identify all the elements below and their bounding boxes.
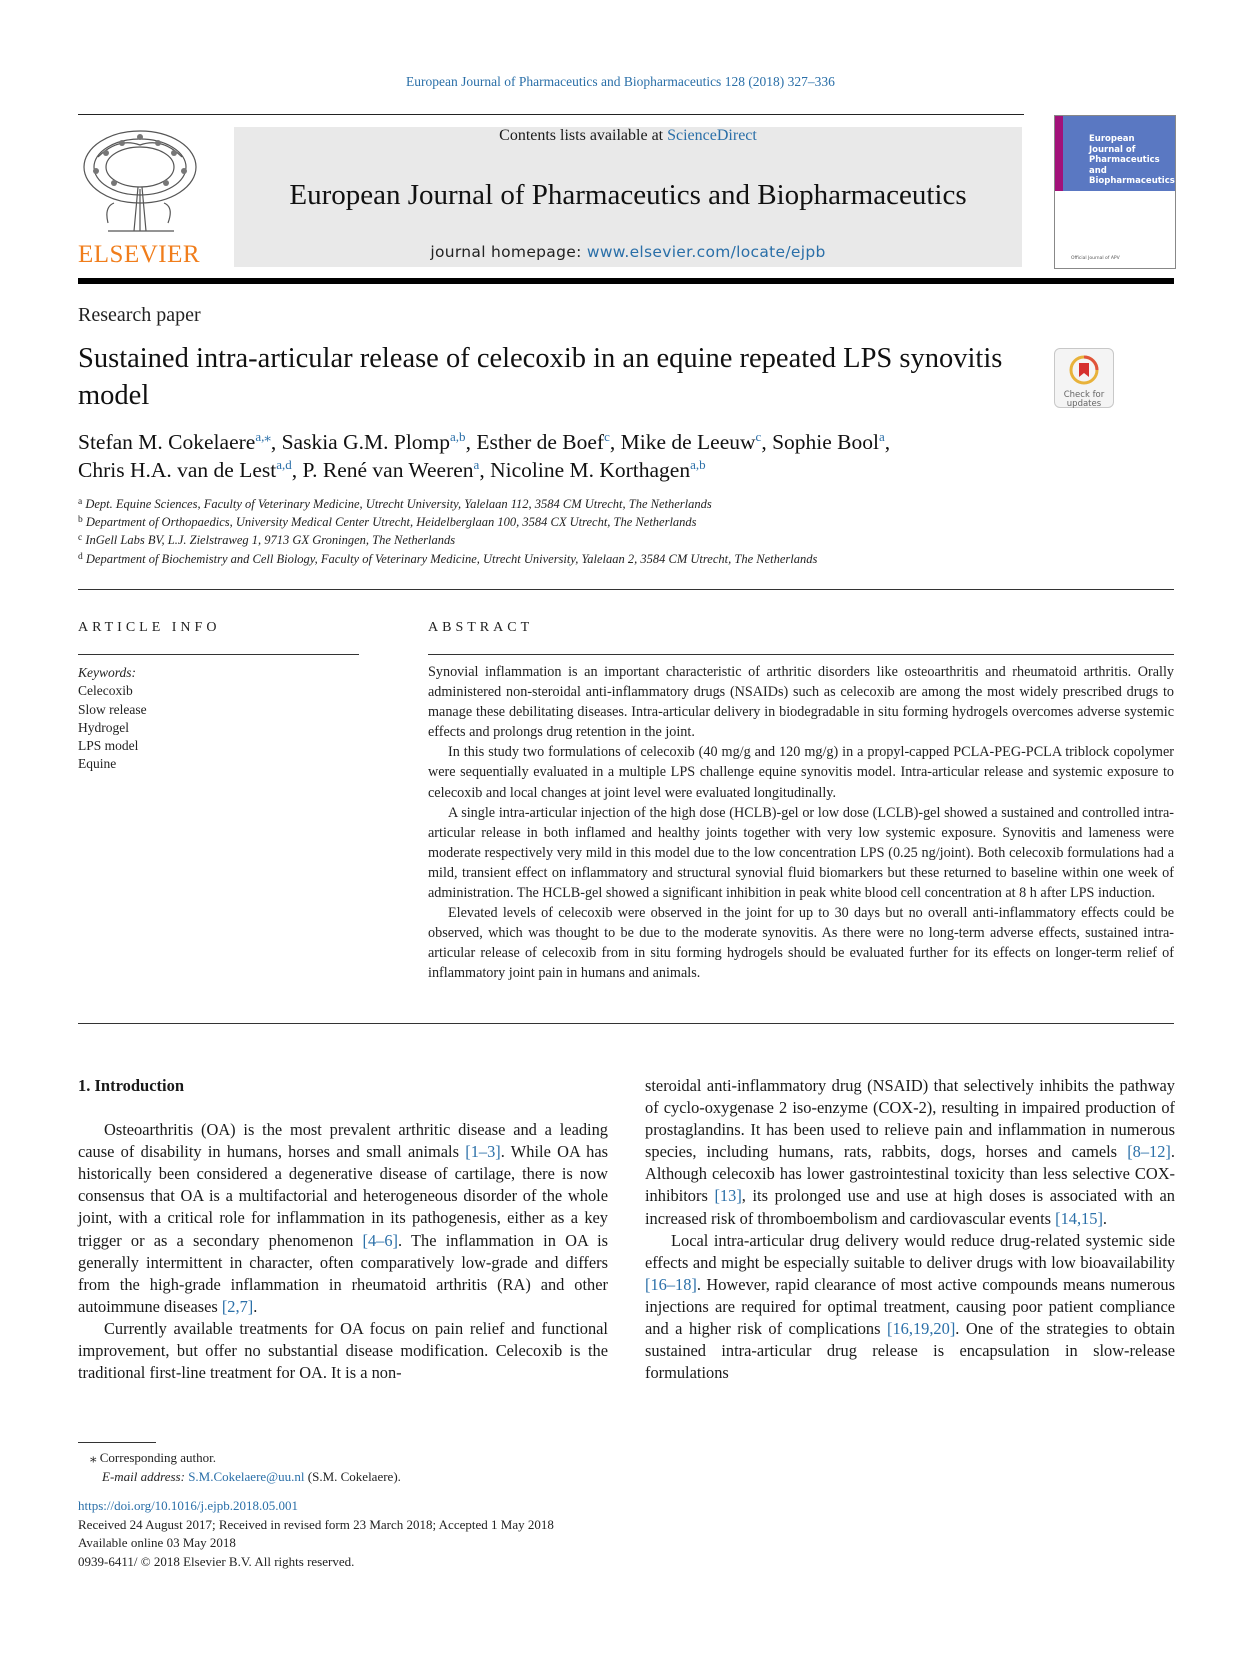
homepage-prefix: journal homepage: (430, 243, 582, 261)
keywords-block (78, 664, 358, 774)
body-text: . (1102, 1208, 1108, 1228)
affiliation-item (78, 531, 1168, 549)
affiliation-item (78, 495, 1168, 513)
contents-line (234, 127, 1022, 145)
body-text: Osteoarthritis (OA) is the most prevalent arthritic disease and a leading cause of disability in humans, horses and small animals (78, 1120, 608, 1162)
journal-reference-link[interactable]: European Journal of Pharmaceutics and Biopharmaceutics 128 (2018) 327–336 (406, 74, 835, 89)
keyword-item: Equine (78, 756, 117, 772)
cover-title (1089, 134, 1175, 187)
citation-link[interactable]: [8–12] (1127, 1142, 1171, 1162)
footnotes (78, 1448, 778, 1486)
article-type: Research paper (78, 304, 201, 326)
author-affiliation-marker[interactable]: a (473, 457, 480, 472)
abstract-paragraph: Elevated levels of celecoxib were observed in the joint for up to 30 days but no overall anti-inflammatory effects could be observed, which was thought to be due to the moderate synovitis. As there were no long-term adverse effects, sustained intra-articular release of celecoxib from in situ forming hydrogels should be evaluated further for its effects on longer-term relief of inflammatory joint pain in humans and animals. (428, 905, 1174, 982)
check-for-updates-button[interactable] (1054, 348, 1114, 408)
affiliation-text: Department of Orthopaedics, University Medical Center Utrecht, Heidelberglaan 100, 3584 CX Utrecht, The Netherlands (85, 515, 697, 530)
contents-prefix: Contents lists available at (499, 127, 664, 144)
abstract-paragraph: A single intra-articular injection of the high dose (HCLB)-gel or low dose (LCLB)-gel showed a sustained and controlled intra-articular release in both inflamed and healthy joints together with very low systemic exposure. Synovitis and lameness were moderate respectively very mild in this model due to the low concentration LPS (0.25 ng/joint). Both celecoxib formulations had a mild, transient effect on inflammatory and structural synovial fluid biomarkers but these returned to baseline within one week of administration. The HCLB-gel showed a significant inhibition in peak white blood cell concentration at 8 h after LPS induction. (428, 804, 1174, 902)
keywords-label: Keywords: (78, 665, 136, 680)
corresponding-text: Corresponding author. (99, 1450, 217, 1465)
author-list (78, 428, 1078, 484)
author-affiliation-marker[interactable]: a,⁎ (255, 429, 271, 444)
author-name[interactable]: Chris H.A. van de Lest (78, 458, 277, 482)
doi-link[interactable]: https://doi.org/10.1016/j.ejpb.2018.05.001 (78, 1498, 299, 1513)
body-column-right (645, 1075, 1175, 1384)
sciencedirect-link[interactable]: ScienceDirect (667, 127, 757, 144)
corresponding-author-note (78, 1448, 778, 1467)
citation-link[interactable]: [4–6] (362, 1230, 399, 1250)
article-title: Sustained intra-articular release of celecoxib in an equine repeated LPS synovitis model (78, 343, 1003, 411)
abstract-paragraph: Synovial inflammation is an important characteristic of arthritic disorders like osteoarthritis and rheumatoid arthritis. Orally administered non-steroidal anti-inflammatory drugs (NSAIDs) such as celecoxib are among the most widely prescribed drugs to manage these debilitating diseases. Intra-articular delivery in biodegradable in situ forming hydrogels overcomes adverse systemic effects and prolongs drug retention in the joint. (428, 664, 1174, 741)
author-name[interactable]: Esther de Boef (476, 430, 605, 454)
elsevier-logo[interactable] (78, 127, 206, 267)
author-separator: , (479, 458, 491, 482)
author-name[interactable]: Nicoline M. Korthagen (490, 458, 691, 482)
article-info-rule (78, 654, 359, 655)
citation-link[interactable]: [16–18] (645, 1274, 697, 1294)
author-name[interactable]: Mike de Leeuw (620, 430, 756, 454)
author-name[interactable]: Sophie Bool (772, 430, 879, 454)
body-paragraph: Currently available treatments for OA focus on pain relief and functional improvement, but offer no substantial disease modification. Celecoxib is the traditional first-line treatment for OA. It is a non- (78, 1318, 608, 1383)
journal-name: European Journal of Pharmaceutics and Biopharmaceutics (289, 179, 967, 211)
author-separator: , (270, 430, 282, 454)
author-separator: , (465, 430, 477, 454)
author-separator: , (291, 458, 303, 482)
email-owner: (S.M. Cokelaere). (307, 1469, 401, 1484)
received-dates: Received 24 August 2017; Received in revised form 23 March 2018; Accepted 1 May 2018 (78, 1516, 554, 1532)
elsevier-tree-icon (78, 127, 202, 239)
abstract-rule (428, 654, 1174, 655)
affiliation-text: Dept. Equine Sciences, Faculty of Veterinary Medicine, Utrecht University, Yalelaan 112, 3584 CM Utrecht, The Netherlands (85, 497, 712, 511)
email-link[interactable]: S.M.Cokelaere@uu.nl (188, 1469, 305, 1484)
journal-homepage-link[interactable]: www.elsevier.com/locate/ejpb (586, 243, 826, 261)
journal-banner (234, 127, 1022, 267)
copyright: 0939-6411/ © 2018 Elsevier B.V. All rights reserved. (78, 1553, 355, 1569)
cover-strip (1055, 116, 1063, 191)
citation-link[interactable]: [13] (714, 1186, 742, 1206)
keyword-item: LPS model (78, 738, 139, 754)
author-separator: , (884, 430, 891, 454)
header-rule (78, 114, 1024, 115)
abstract-text (428, 662, 1174, 984)
body-text: . While OA has historically been considered a degenerative disease of cartilage, there is now consensus that OA is a multifactorial and heterogeneous disorder of the whole joint, with a critical role for inflammation in its pathogenesis, either as a key trigger or as a secondary phenomenon (78, 1142, 608, 1250)
body-text: . However, rapid clearance of most active compounds means numerous injections are required for optimal treatment, causing poor patient compliance and a higher risk of complications (645, 1274, 1175, 1339)
body-paragraph (78, 1119, 608, 1318)
cover-title-line: European (1089, 134, 1135, 144)
affiliation-text: Department of Biochemistry and Cell Biology, Faculty of Veterinary Medicine, Utrecht University, Yalelaan 2, 3584 CM Utrecht, The Netherlands (85, 551, 818, 566)
author-separator: , (609, 430, 621, 454)
header-thick-rule (78, 278, 1174, 284)
affiliation-key: c (78, 533, 83, 544)
cover-footer: Official Journal of APV (1071, 256, 1120, 261)
body-text: , its prolonged use and use at high doses is associated with an increased risk of thromboembolism and cardiovascular events (645, 1186, 1175, 1228)
body-text: . (253, 1296, 258, 1316)
citation-link[interactable]: [14,15] (1055, 1208, 1103, 1228)
available-online: Available online 03 May 2018 (78, 1535, 236, 1550)
cover-title-line: Pharmaceutics and (1089, 155, 1160, 176)
homepage-line (234, 243, 1022, 261)
body-text: . The inflammation in OA is generally intermittent in character, often comparatively low-grade and differs from the high-grade inflammation in rheumatoid arthritis (RA) and other autoimmune diseases (78, 1230, 609, 1316)
keyword-item: Celecoxib (78, 683, 133, 699)
author-name[interactable]: Stefan M. Cokelaere (78, 430, 256, 454)
affiliation-text: InGell Labs BV, L.J. Zielstraweg 1, 9713 GX Groningen, The Netherlands (85, 533, 456, 548)
citation-link[interactable]: [16,19,20] (887, 1319, 956, 1339)
author-affiliation-marker[interactable]: a,b (450, 429, 466, 444)
affiliation-list (78, 495, 1168, 568)
affiliation-key: a (78, 497, 83, 507)
body-text: . Although celecoxib has lower gastrointestinal toxicity than less selective COX-inhibitors (645, 1142, 1175, 1206)
author-affiliation-marker[interactable]: a,d (276, 457, 292, 472)
author-name[interactable]: Saskia G.M. Plomp (281, 430, 451, 454)
abstract-paragraph: In this study two formulations of celecoxib (40 mg/g and 120 mg/g) in a propyl-capped PCLA-PEG-PCLA triblock copolymer were sequentially evaluated in a multiple LPS challenge equine synovitis model. Intra-articular release and systemic exposure to celecoxib and local changes at joint level were evaluated longitudinally. (428, 744, 1174, 801)
citation-link[interactable]: [1–3] (465, 1142, 501, 1162)
elsevier-wordmark: ELSEVIER (78, 241, 201, 268)
body-text: steroidal anti-inflammatory drug (NSAID) that selectively inhibits the pathway of cyclo-oxygenase 2 iso-enzyme (COX-2), resulting in impaired production of prostaglandins. It has been used to relieve pain and inflammation in numerous species, including humans, rats, rabbits, dogs, horses and camels (645, 1076, 1175, 1162)
body-paragraph (645, 1075, 1175, 1230)
author-affiliation-marker[interactable]: a (878, 429, 885, 444)
affiliation-item (78, 550, 1168, 568)
check-updates-icon (1069, 355, 1099, 385)
keyword-item: Slow release (78, 701, 147, 717)
email-note (78, 1467, 778, 1486)
section-rule (78, 589, 1174, 590)
article-info-heading: ARTICLE INFO (78, 620, 221, 635)
affiliation-item (78, 513, 1168, 531)
abstract-heading: ABSTRACT (428, 620, 534, 635)
body-text: . One of the strategies to obtain sustained intra-articular drug release is encapsulation in slow-release formulations (645, 1319, 1175, 1383)
cover-title-line: Biopharmaceutics (1089, 176, 1175, 186)
abstract-bottom-rule (78, 1023, 1174, 1024)
journal-cover-thumbnail[interactable] (1054, 115, 1176, 269)
footnote-rule (78, 1442, 156, 1443)
body-column-left (78, 1075, 608, 1384)
section-heading-introduction: 1. Introduction (78, 1076, 185, 1095)
keyword-item: Hydrogel (78, 719, 129, 735)
author-affiliation-marker[interactable]: c (604, 429, 610, 444)
cover-title-line: Journal of (1089, 144, 1136, 155)
body-text: Local intra-articular drug delivery would reduce drug-related systemic side effects and might be especially suitable to deliver drugs with low bioavailability (645, 1230, 1175, 1272)
publication-info (78, 1497, 778, 1571)
citation-link[interactable]: [2,7] (221, 1296, 254, 1316)
author-separator: , (761, 430, 773, 454)
author-affiliation-marker[interactable]: a,b (690, 457, 706, 472)
check-updates-label: Check for updates (1063, 390, 1105, 409)
corresponding-mark: ⁎ (90, 1450, 97, 1465)
author-affiliation-marker[interactable]: c (755, 429, 762, 444)
author-name[interactable]: P. René van Weeren (302, 458, 474, 482)
email-label: E-mail address: (102, 1469, 185, 1484)
affiliation-key: b (78, 515, 83, 526)
body-paragraph (645, 1230, 1175, 1385)
affiliation-key: d (78, 551, 83, 562)
